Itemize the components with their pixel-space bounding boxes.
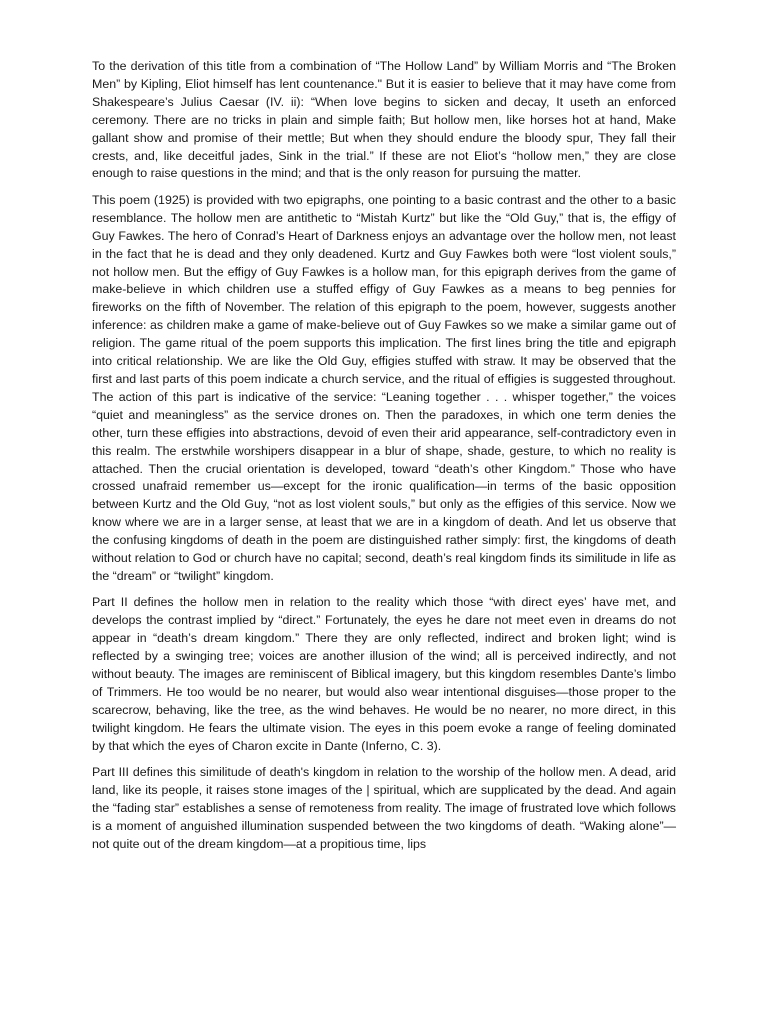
document-page <box>92 58 676 862</box>
paragraph-2: This poem (1925) is provided with two epigraphs, one pointing to a basic contrast and the other to a basic resemblance. The hollow men are antithetic to “Mistah Kurtz” but like the “Old Guy,” that is, the effigy of Guy Fawkes. The hero of Conrad’s Heart of Darkness enjoys an advantage over the hollow men, not least in the fact that he is dead and they only deadened. Kurtz and Guy Fawkes both were “lost violent souls,” not hollow men. But the effigy of Guy Fawkes is a hollow man, for this epigraph derives from the game of make-believe in which children use a stuffed effigy of Guy Fawkes as a means to beg pennies for fireworks on the fifth of November. The relation of this epigraph to the poem, however, suggests another inference: as children make a game of make-believe out of Guy Fawkes so we make a similar game out of religion. The game ritual of the poem supports this implication. The first lines bring the title and epigraph into critical relationship. We are like the Old Guy, effigies stuffed with straw. It may be observed that the first and last parts of this poem indicate a church service, and the ritual of effigies is suggested throughout. The action of this part is indicative of the service: “Leaning together . . . whisper together,” the voices “quiet and meaningless” as the service drones on. Then the paradoxes, in which one term denies the other, turn these effigies into abstractions, devoid of even their arid appearance, self-contradictory even in this realm. The erstwhile worshipers disappear in a blur of shape, shade, gesture, to which no reality is attached. Then the crucial orientation is developed, toward “death’s other Kingdom.” Those who have crossed unafraid remember us—except for the ironic qualification—in terms of the basic opposition between Kurtz and the Old Guy, “not as lost violent souls,” but only as the effigies of this service. Now we know where we are in a larger sense, at least that we are in a kingdom of death. And let us observe that the confusing kingdoms of death in the poem are distinguished rather simply: first, the kingdoms of death without relation to God or church have no capital; second, death’s real kingdom finds its similitude in life as the “dream” or “twilight” kingdom. <box>92 192 676 583</box>
paragraph-4: Part III defines this similitude of death's kingdom in relation to the worship of the hollow men. A dead, arid land, like its people, it raises stone images of the | spiritual, which are supplicated by the dead. And again the “fading star” establishes a sense of remoteness from reality. The image of frustrated love which follows is a moment of anguished illumination suspended between the two kingdoms of death. “Waking alone”—not quite out of the dream kingdom—at a propitious time, lips <box>92 765 676 851</box>
paragraph-1: To the derivation of this title from a combination of “The Hollow Land” by William Morris and “The Broken Men” by Kipling, Eliot himself has lent countenance." But it is easier to believe that it may have come from Shakespeare’s Julius Caesar (IV. ii): “When love begins to sicken and decay, It useth an enforced ceremony. There are no tricks in plain and simple faith; But hollow men, like horses hot at hand, Make gallant show and promise of their mettle; But when they should endure the bloody spur, They fall their crests, and, like deceitful jades, Sink in the trial.” If these are not Eliot’s “hollow men,” they are close enough to raise questions in the mind; and that is the only reason for pursuing the matter. <box>92 59 676 181</box>
paragraph-3: Part II defines the hollow men in relation to the reality which those “with direct eyes’ have met, and develops the contrast implied by “direct.” Fortunately, the eyes he dare not meet even in dreams do not appear in “death’s dream kingdom.” There they are only reflected, indirect and broken light; wind is reflected by a swinging tree; voices are another illusion of the wind; all is perceived indirectly, and not without beauty. The images are reminiscent of Biblical imagery, but this kingdom resembles Dante’s limbo of Trimmers. He too would be no nearer, but would also wear intentional disguises—those proper to the scarecrow, behaving, like the tree, as the wind behaves. He would be no nearer, no more direct, in this twilight kingdom. He fears the ultimate vision. The eyes in this poem evoke a range of feeling dominated by that which the eyes of Charon excite in Dante (Inferno, C. 3). <box>92 595 676 753</box>
